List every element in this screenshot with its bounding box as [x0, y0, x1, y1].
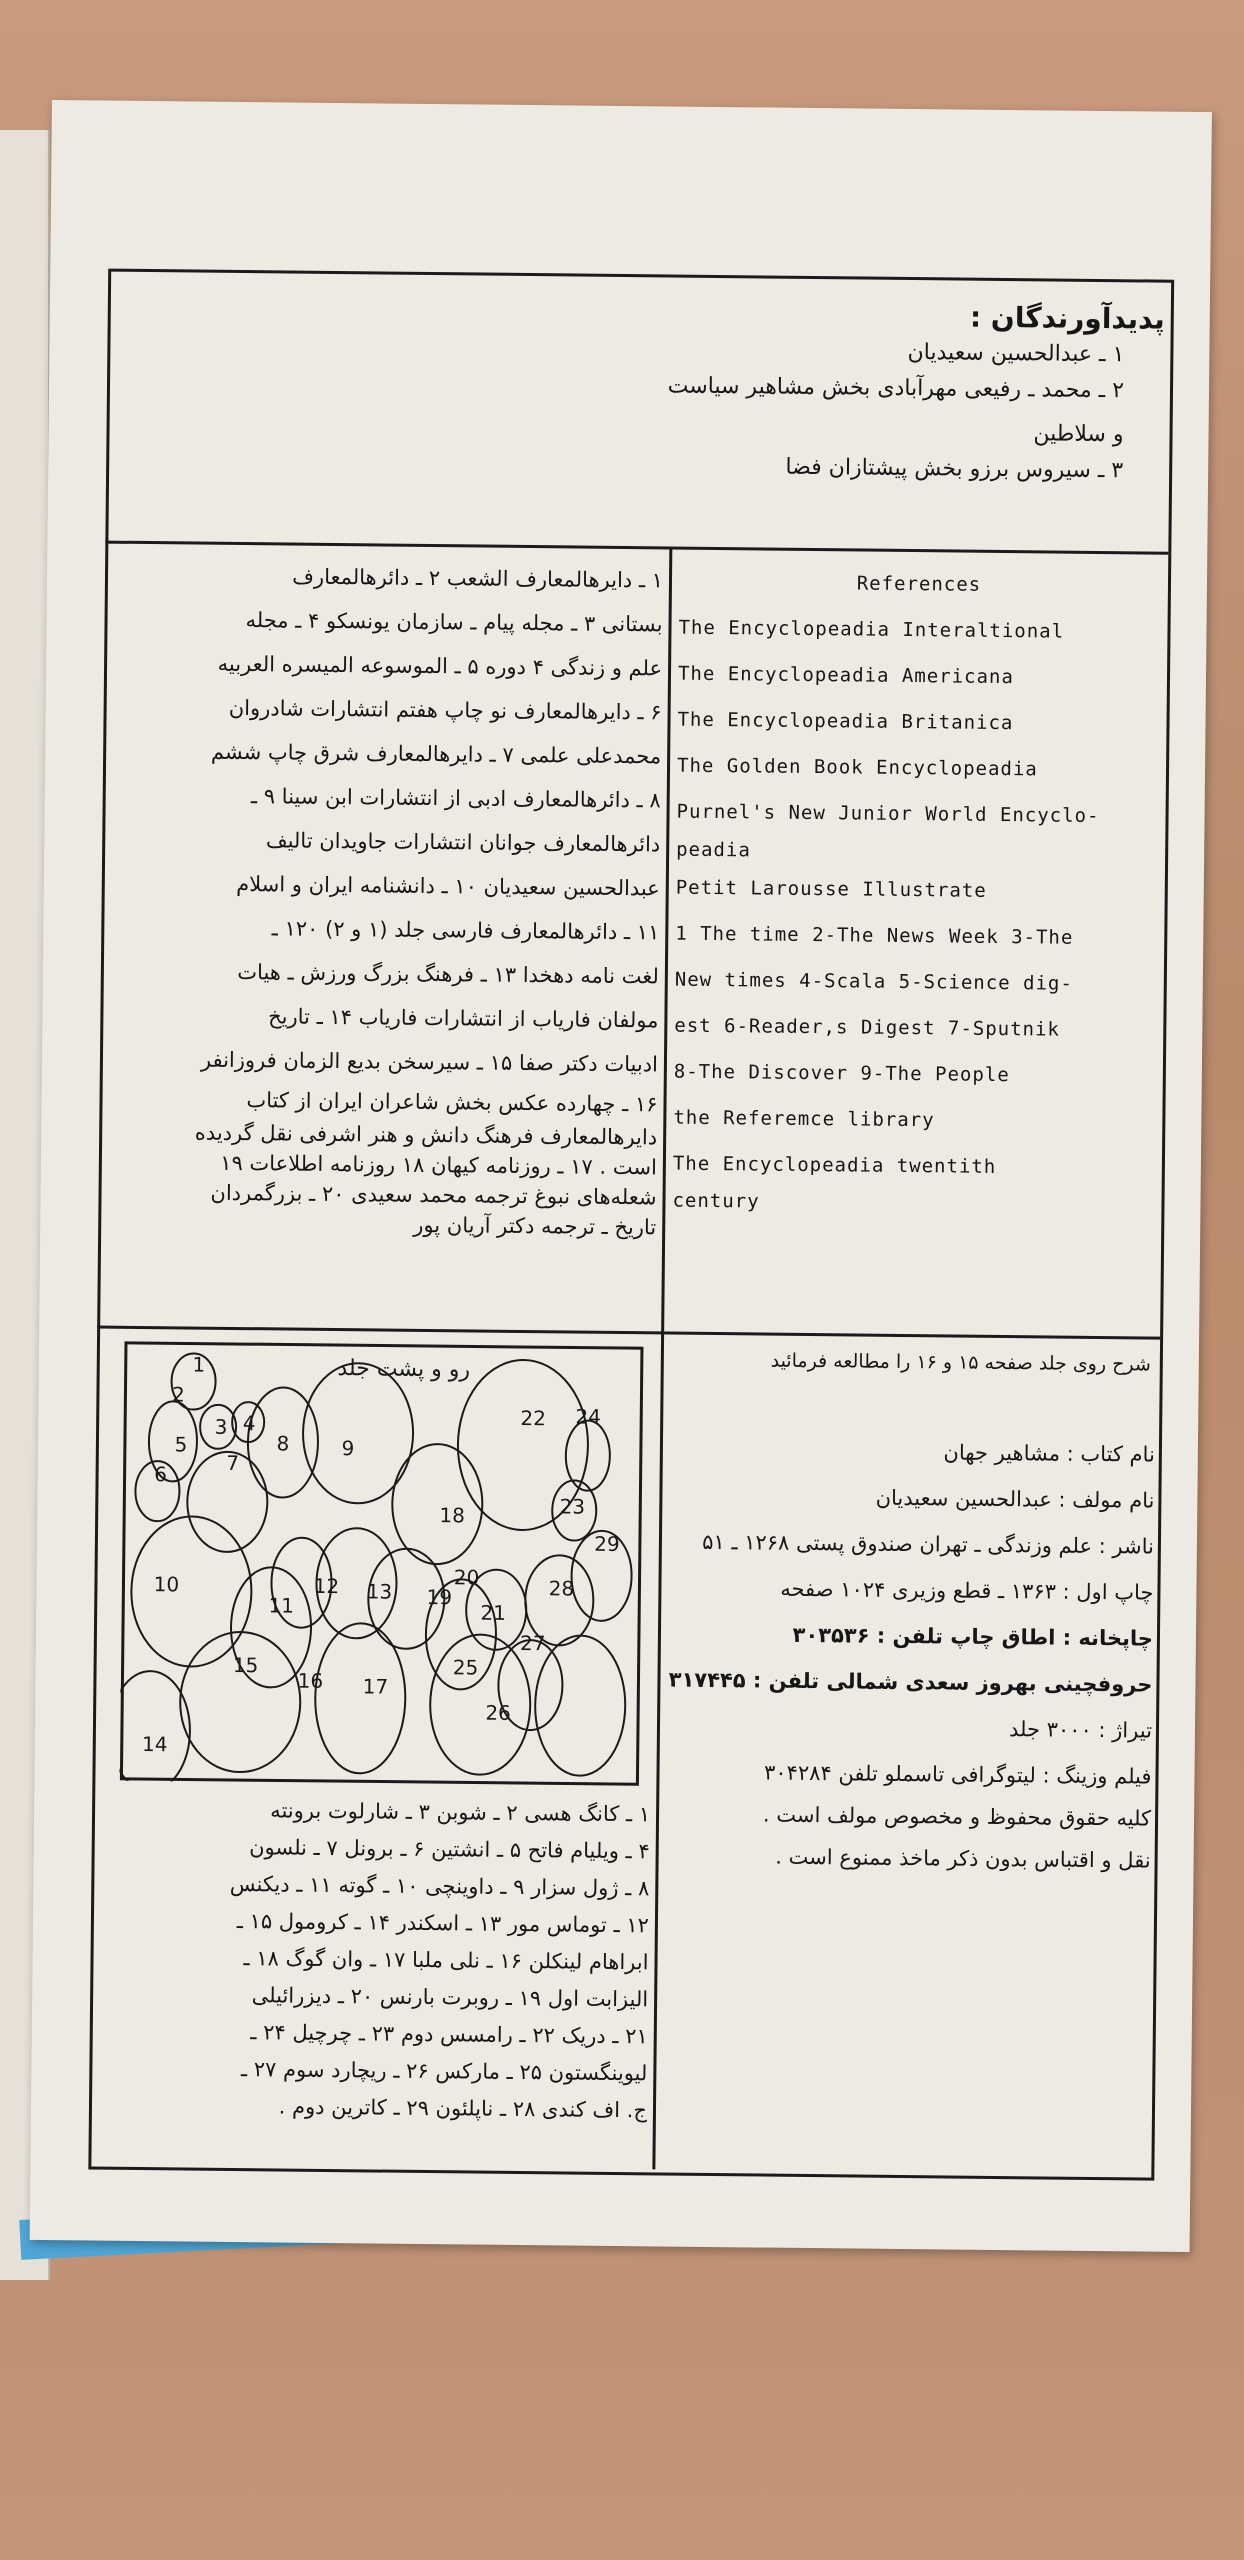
source-line: لغت نامه دهخدا ۱۳ ـ فرهنگ بزرگ ورزش ـ هیات — [237, 959, 659, 989]
portrait-number: 20 — [453, 1565, 480, 1590]
contributors-title: پدیدآورندگان : — [969, 300, 1165, 336]
source-line: ۶ ـ دایرهالمعارف نو چاپ هفتم انتشارات شادروان — [228, 695, 662, 725]
pub-line: تیراژ : ۳۰۰۰ جلد — [1008, 1717, 1153, 1743]
reference-item: the Referemce library — [673, 1106, 935, 1132]
reference-item: peadia — [676, 838, 751, 862]
portrait-number: 1 — [192, 1352, 206, 1377]
portrait-number: 28 — [548, 1576, 575, 1601]
portrait-number: 3 — [214, 1414, 228, 1439]
persian-sources-list — [108, 553, 663, 1243]
portrait-number: 22 — [520, 1405, 547, 1431]
portrait-number: 5 — [174, 1432, 188, 1457]
contributors-section — [163, 291, 1165, 489]
pub-line: حروفچینی بهروز سعدی شمالی تلفن : ۳۱۷۴۴۵ — [668, 1667, 1153, 1697]
source-line: ۸ ـ دائرهالمعارف ادبی از انتشارات ابن سینا ۹ ـ — [250, 784, 661, 813]
contributor-line: ۳ ـ سیروس برزو بخش پیشتازان فضا — [785, 454, 1124, 484]
portrait-number: 19 — [426, 1585, 453, 1610]
portrait-number: 11 — [268, 1593, 295, 1618]
portrait-number: 18 — [439, 1503, 466, 1528]
portrait-number: 9 — [341, 1436, 355, 1461]
contributor-line: ۲ ـ محمد ـ رفیعی مهرآبادی بخش مشاهیر سیاست — [667, 373, 1125, 404]
pub-line: کلیه حقوق محفوظ و مخصوص مولف است . — [762, 1802, 1152, 1831]
legend-line: لیوینگستون ۲۵ ـ مارکس ۲۶ ـ ریچارد سوم ۲۷ ـ — [240, 2057, 648, 2086]
cover-note — [671, 1342, 1151, 1383]
legend-line: ۲۱ ـ دریک ۲۲ ـ رامسس دوم ۲۳ ـ چرچیل ۲۴ ـ — [250, 2020, 648, 2049]
portrait-number: 8 — [276, 1431, 290, 1456]
portrait-number: 13 — [366, 1579, 393, 1604]
references-heading: References — [856, 572, 982, 596]
portrait-number: 6 — [154, 1462, 168, 1487]
source-line: شعله‌های نبوغ ترجمه محمد سعیدی ۲۰ ـ بزرگمردان — [210, 1180, 657, 1210]
source-line: است . ۱۷ ـ روزنامه کیهان ۱۸ روزنامه اطلاعات ۱۹ — [220, 1150, 657, 1180]
cover-label: رو و پشت جلد — [337, 1356, 471, 1383]
pub-line: چاپخانه : اطاق چاپ تلفن : ۳۰۳۵۳۶ — [792, 1622, 1154, 1651]
portrait-number: 16 — [297, 1668, 324, 1693]
portrait-number: 15 — [232, 1652, 259, 1678]
reference-item: century — [672, 1189, 760, 1213]
reference-item: The Encyclopeadia Americana — [677, 662, 1014, 689]
source-line: محمدعلی علمی ۷ ـ دایرهالمعارف شرق چاپ ششم — [210, 739, 662, 769]
portrait-number: 17 — [362, 1674, 389, 1699]
source-line: عبدالحسین سعیدیان ۱۰ ـ دانشنامه ایران و اسلام — [236, 871, 660, 901]
pub-line: نقل و اقتباس بدون ذکر ماخذ ممنوع است . — [775, 1844, 1151, 1873]
source-line: تاریخ ـ ترجمه دکتر آریان پور — [413, 1212, 657, 1240]
legend-line: ۱۲ ـ توماس مور ۱۳ ـ اسکندر ۱۴ ـ کرومول ۱۵ ـ — [236, 1909, 650, 1938]
contributor-line: و سلاطین — [1033, 421, 1124, 448]
reference-item: 1 The time 2-The News Week 3-The — [675, 922, 1074, 949]
reference-item: The Encyclopeadia Interaltional — [678, 616, 1065, 643]
portrait-number: 24 — [575, 1404, 602, 1429]
legend-line: ۸ ـ ژول سزار ۹ ـ داوینچی ۱۰ ـ گوته ۱۱ ـ دیکنس — [229, 1871, 650, 1901]
reference-item: The Encyclopeadia Britanica — [677, 708, 1014, 735]
source-line: ۱ ـ دایرهالمعارف الشعب ۲ ـ دائرهالمعارف — [292, 564, 664, 593]
pub-line: چاپ اول : ۱۳۶۳ ـ قطع وزیری ۱۰۲۴ صفحه — [780, 1576, 1154, 1605]
pub-line: فیلم وزینگ : لیتوگرافی تاسملو تلفن ۳۰۴۲۸۴ — [763, 1760, 1152, 1789]
portrait-number: 23 — [559, 1494, 586, 1519]
reference-item: Petit Larousse Illustrate — [675, 876, 987, 902]
references-list — [672, 559, 1159, 1220]
portrait-outline — [302, 1363, 413, 1504]
portrait-number: 4 — [242, 1411, 256, 1436]
source-line: ۱۱ ـ دائرهالمعارف فارسی جلد (۱ و ۲) ۱۲۰ ـ — [271, 916, 660, 945]
pub-line: نام مولف : عبدالحسین سعیدیان — [875, 1485, 1155, 1513]
legend-line: الیزابت اول ۱۹ ـ روبرت بارنس ۲۰ ـ دیزرائیلی — [251, 1983, 649, 2012]
contributor-line: ۱ ـ عبدالحسین سعیدیان — [907, 339, 1125, 368]
portrait-outline — [534, 1635, 625, 1776]
source-line: بستانی ۳ ـ مجله پیام ـ سازمان یونسکو ۴ ـ مجله — [245, 608, 663, 637]
portrait-number: 12 — [313, 1573, 340, 1599]
pub-line: ناشر : علم وزندگی ـ تهران صندوق پستی ۱۲۶۸ ـ ۵۱ — [702, 1529, 1155, 1559]
book-page — [30, 100, 1212, 2252]
reference-item: The Encyclopeadia twentith — [672, 1152, 997, 1178]
portrait-number: 2 — [171, 1382, 185, 1407]
legend-line: ابراهام لینکلن ۱۶ ـ نلی ملبا ۱۷ ـ وان گوگ ۱۸ ـ — [243, 1946, 649, 1975]
portrait-number: 21 — [480, 1600, 507, 1625]
portrait-outline — [119, 1671, 190, 1787]
cover-portrait-key-diagram — [119, 1341, 644, 1786]
portrait-number: 26 — [485, 1700, 511, 1725]
legend-line: ج. اف کندی ۲۸ ـ ناپلئون ۲۹ ـ کاترین دوم . — [278, 2094, 648, 2123]
cover-legend — [99, 1791, 650, 2130]
portrait-number: 29 — [594, 1531, 620, 1557]
portrait-outline — [392, 1444, 483, 1565]
portrait-number: 10 — [153, 1572, 180, 1597]
legend-line: ۴ ـ ویلیام فاتح ۵ ـ انشتین ۶ ـ برونل ۷ ـ نلسون — [249, 1835, 650, 1864]
portrait-outline — [314, 1623, 406, 1774]
source-line: دایرهالمعارف فرهنگ دانش و هنر اشرفی نقل گردیده — [194, 1120, 658, 1150]
source-line: مولفان فاریاب از انتشارات فاریاب ۱۴ ـ تاریخ — [268, 1004, 659, 1033]
source-line: علم و زندگی ۴ دوره ۵ ـ الموسوعه المیسره العربیه — [217, 651, 663, 681]
publication-details — [665, 1427, 1155, 1884]
legend-line: ۱ ـ کانگ هسی ۲ ـ شوبن ۳ ـ شارلوت برونته — [270, 1798, 651, 1827]
reference-item: 8-The Discover 9-The People — [673, 1060, 1010, 1087]
reference-item: New times 4-Scala 5-Science dig- — [674, 968, 1073, 995]
source-line: ۱۶ ـ چهارده عکس بخش شاعران ایران از کتاب — [246, 1088, 658, 1117]
portrait-outline — [429, 1634, 530, 1775]
source-line: ادبیات دکتر صفا ۱۵ ـ سیرسخن بدیع الزمان فروزانفر — [200, 1047, 659, 1077]
portrait-number: 25 — [452, 1655, 479, 1680]
source-line: دائرهالمعارف جوانان انتشارات جاویدان تالیف — [265, 828, 661, 857]
reference-item: est 6-Reader,s Digest 7-Sputnik — [674, 1014, 1061, 1041]
cover-note-text: شرح روی جلد صفحه ۱۵ و ۱۶ را مطالعه فرمائید — [770, 1349, 1151, 1376]
portrait-number: 27 — [520, 1630, 546, 1656]
portrait-outline — [131, 1516, 253, 1667]
pub-line: نام کتاب : مشاهیر جهان — [943, 1440, 1156, 1467]
reference-item: The Golden Book Encyclopeadia — [676, 754, 1038, 781]
portrait-number: 7 — [226, 1450, 240, 1476]
portrait-number: 14 — [141, 1732, 168, 1757]
reference-item: Purnel's New Junior World Encyclo- — [676, 800, 1100, 828]
